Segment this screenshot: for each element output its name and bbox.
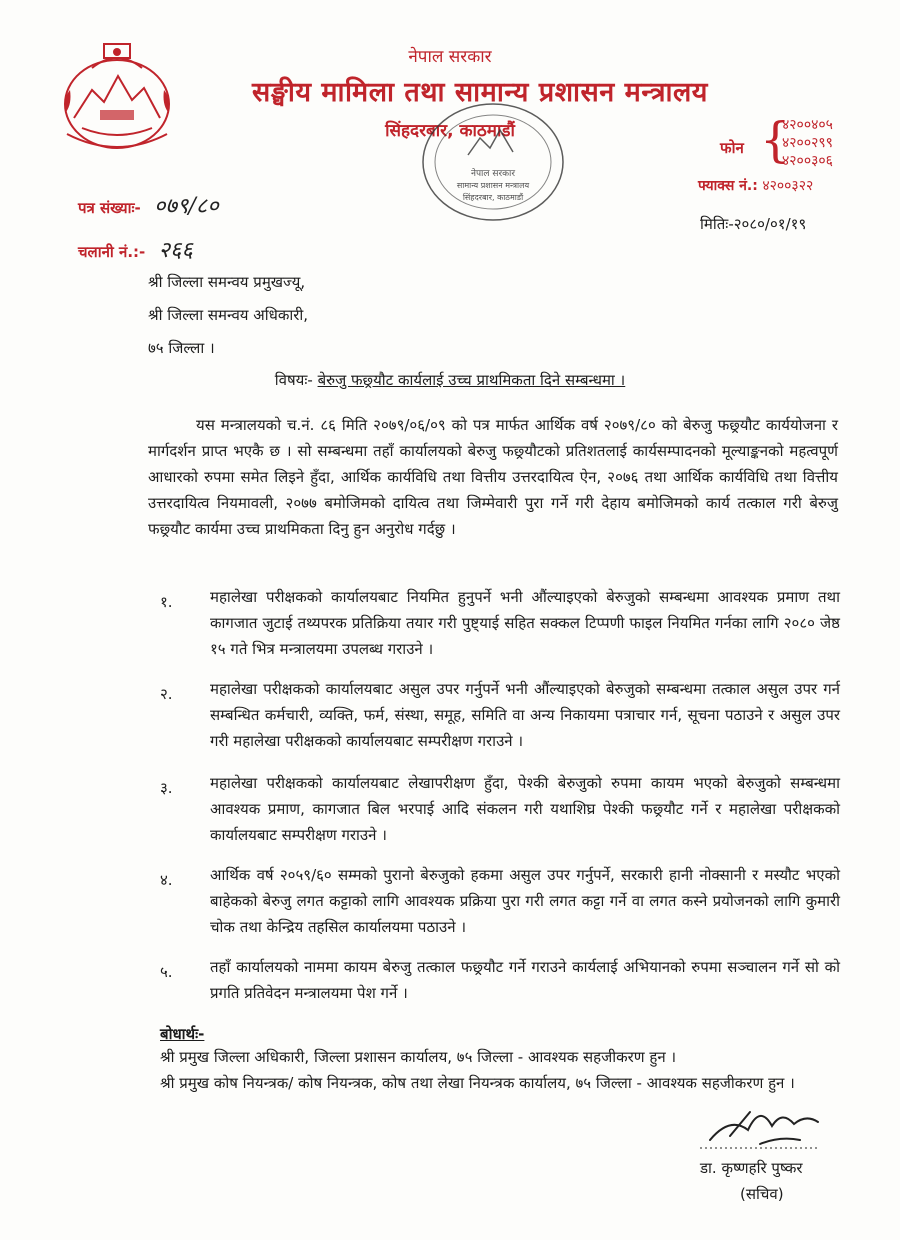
item-number: २. [160, 685, 173, 703]
ministry-title: सङ्घीय मामिला तथा सामान्य प्रशासन मन्त्रालय [252, 77, 708, 108]
phone-label: फोन [720, 139, 744, 157]
addressee-line: श्री जिल्ला समन्वय प्रमुखज्यू, [148, 273, 306, 291]
item-text: महालेखा परीक्षकको कार्यालयबाट लेखापरीक्षण हुँदा, पेश्की बेरुजुको रुपमा कायम भएको बेरुजुको सम्बन्धमा आवश्यक प्रमाण, कागजात बिल भरपाई आदि संकलन गरी यथाशिघ्र पेश्की फछ्र्यौट गर्ने र महालेखा परीक्षकको कार्यालयबाट सम्परीक्षण गराउने । [210, 774, 840, 844]
letter-date: मितिः-२०८०/०१/१९ [700, 215, 807, 233]
item-text: महालेखा परीक्षकको कार्यालयबाट असुल उपर गर्नुपर्ने भनी औंल्याइएको बेरुजुको सम्बन्धमा तत्काल असुल उपर गर्न सम्बन्धित कर्मचारी, व्यक्ति, फर्म, संस्था, समूह, समिति वा अन्य निकायमा पत्राचार गर्न, सूचना पठाउने र असुल उपर गरी महालेखा परीक्षकको कार्यालयबाट सम्परीक्षण गराउने । [210, 680, 840, 750]
phone-numbers [782, 116, 833, 170]
item-text: तहाँ कार्यालयको नाममा कायम बेरुजु तत्काल फछ्र्यौट गर्ने गराउने कार्यलाई अभियानको रुपमा सञ्चालन गर्ने सो को प्रगति प्रतिवेदन मन्त्रालयमा पेश गर्ने । [210, 958, 840, 1002]
patra-sankhya-line [78, 190, 219, 220]
body-paragraph: यस मन्त्रालयको च.नं. ८६ मिति २०७९/०६/०९ को पत्र मार्फत आर्थिक वर्ष २०७९/८० को बेरुजु फछ्र्यौट कार्ययोजना र मार्गदर्शन प्राप्त भएकै छ । सो सम्बन्धमा तहाँ कार्यालयको बेरुजु फछ्र्यौटको प्रतिशतलाई कार्यसम्पादनको मूल्याङ्कनको महत्वपूर्ण आधारको रुपमा समेत लिइने हुँदा, आर्थिक कार्यविधि तथा वित्तीय उत्तरदायित्व ऐन, २०७६ तथा आर्थिक कार्यविधि तथा वित्तीय उत्तरदायित्व नियमावली, २०७७ बमोजिमको दायित्व तथा जिम्मेवारी पुरा गर्ने गरी देहाय बमोजिमको कार्य तत्काल गरी बेरुजु फछ्र्यौट कार्यमा उच्च प्राथमिकता दिनु हुन अनुरोध गर्दछु । [148, 416, 838, 538]
svg-text:नेपाल सरकार: नेपाल सरकार [470, 169, 516, 179]
fax-line [698, 176, 813, 195]
patra-sankhya-label: पत्र संख्याः- [78, 199, 141, 217]
phone-number: ४२००४०५ [782, 117, 833, 133]
cc-heading: बोधार्थः- [160, 1025, 205, 1043]
signatory-title: (सचिव) [740, 1185, 784, 1203]
patra-sankhya-value: ०७९/८० [154, 194, 219, 219]
cc-line: श्री प्रमुख जिल्ला अधिकारी, जिल्ला प्रशासन कार्यालय, ७५ जिल्ला - आवश्यक सहजीकरण हुन । [160, 1048, 677, 1066]
phone-number: ४२००२९९ [782, 135, 833, 151]
item-number: १. [160, 593, 173, 611]
chalani-value: २६६ [158, 238, 193, 263]
item-number: ५. [160, 963, 173, 981]
addressee-line: श्री जिल्ला समन्वय अधिकारी, [148, 306, 309, 324]
government-heading: नेपाल सरकार [408, 47, 492, 67]
phone-brace-glyph: { [760, 112, 791, 168]
fax-number: ४२००३२२ [762, 178, 814, 194]
fax-label: फ्याक्स नं.: [698, 178, 758, 194]
subject-label: विषयः- [274, 371, 313, 389]
phone-number: ४२००३०६ [782, 153, 833, 169]
item-text: आर्थिक वर्ष २०५९/६० सम्मको पुरानो बेरुजुको हकमा असुल उपर गर्नुपर्ने, सरकारी हानी नोक्सानी र मस्यौट भएको बाहेकको बेरुजु लगत कट्टाको लागि आवश्यक प्रक्रिया पुरा गरी लगत कट्टा गर्ने वा लगत कस्ने प्रयोजनको लागि कुमारी चोक तथा केन्द्रिय तहसिल कार्यालयमा पठाउने । [210, 866, 840, 936]
item-text: महालेखा परीक्षकको कार्यालयबाट नियमित हुनुपर्ने भनी औंल्याइएको बेरुजुको सम्बन्धमा आवश्यक प्रमाण तथा कागजात जुटाई तथ्यपरक प्रतिक्रिया तयार गरी पुष्ट्याई सहित सक्कल टिप्पणी फाइल नियमित गर्नका लागि २०८० जेष्ठ १५ गते भित्र मन्त्रालयमा उपलब्ध गराउने । [210, 588, 840, 658]
chalani-line [78, 234, 193, 264]
cc-line: श्री प्रमुख कोष नियन्त्रक/ कोष नियन्त्रक, कोष तथा लेखा नियन्त्रक कार्यालय, ७५ जिल्ला - आवश्यक सहजीकरण हुन । [160, 1074, 795, 1092]
official-seal-stamp [418, 100, 568, 225]
svg-text:सामान्य प्रशासन मन्त्रालय: सामान्य प्रशासन मन्त्रालय [456, 181, 530, 190]
subject-line [0, 370, 900, 390]
svg-text:सिंहदरबार, काठमाडौं: सिंहदरबार, काठमाडौं [462, 193, 524, 202]
chalani-label: चलानी नं.:- [78, 243, 146, 261]
addressee-line: ७५ जिल्ला । [148, 339, 215, 357]
subject-text: बेरुजु फछ्र्यौट कार्यलाई उच्च प्राथमिकता दिने सम्बन्धमा । [317, 371, 626, 389]
signatory-name: डा. कृष्णहरि पुष्कर [700, 1159, 803, 1177]
addressee-block [148, 266, 308, 365]
item-number: ४. [160, 871, 173, 889]
ministry-address: सिंहदरबार, काठमाडौं [385, 121, 515, 141]
handwritten-signature [690, 1096, 840, 1156]
item-number: ३. [160, 779, 173, 797]
